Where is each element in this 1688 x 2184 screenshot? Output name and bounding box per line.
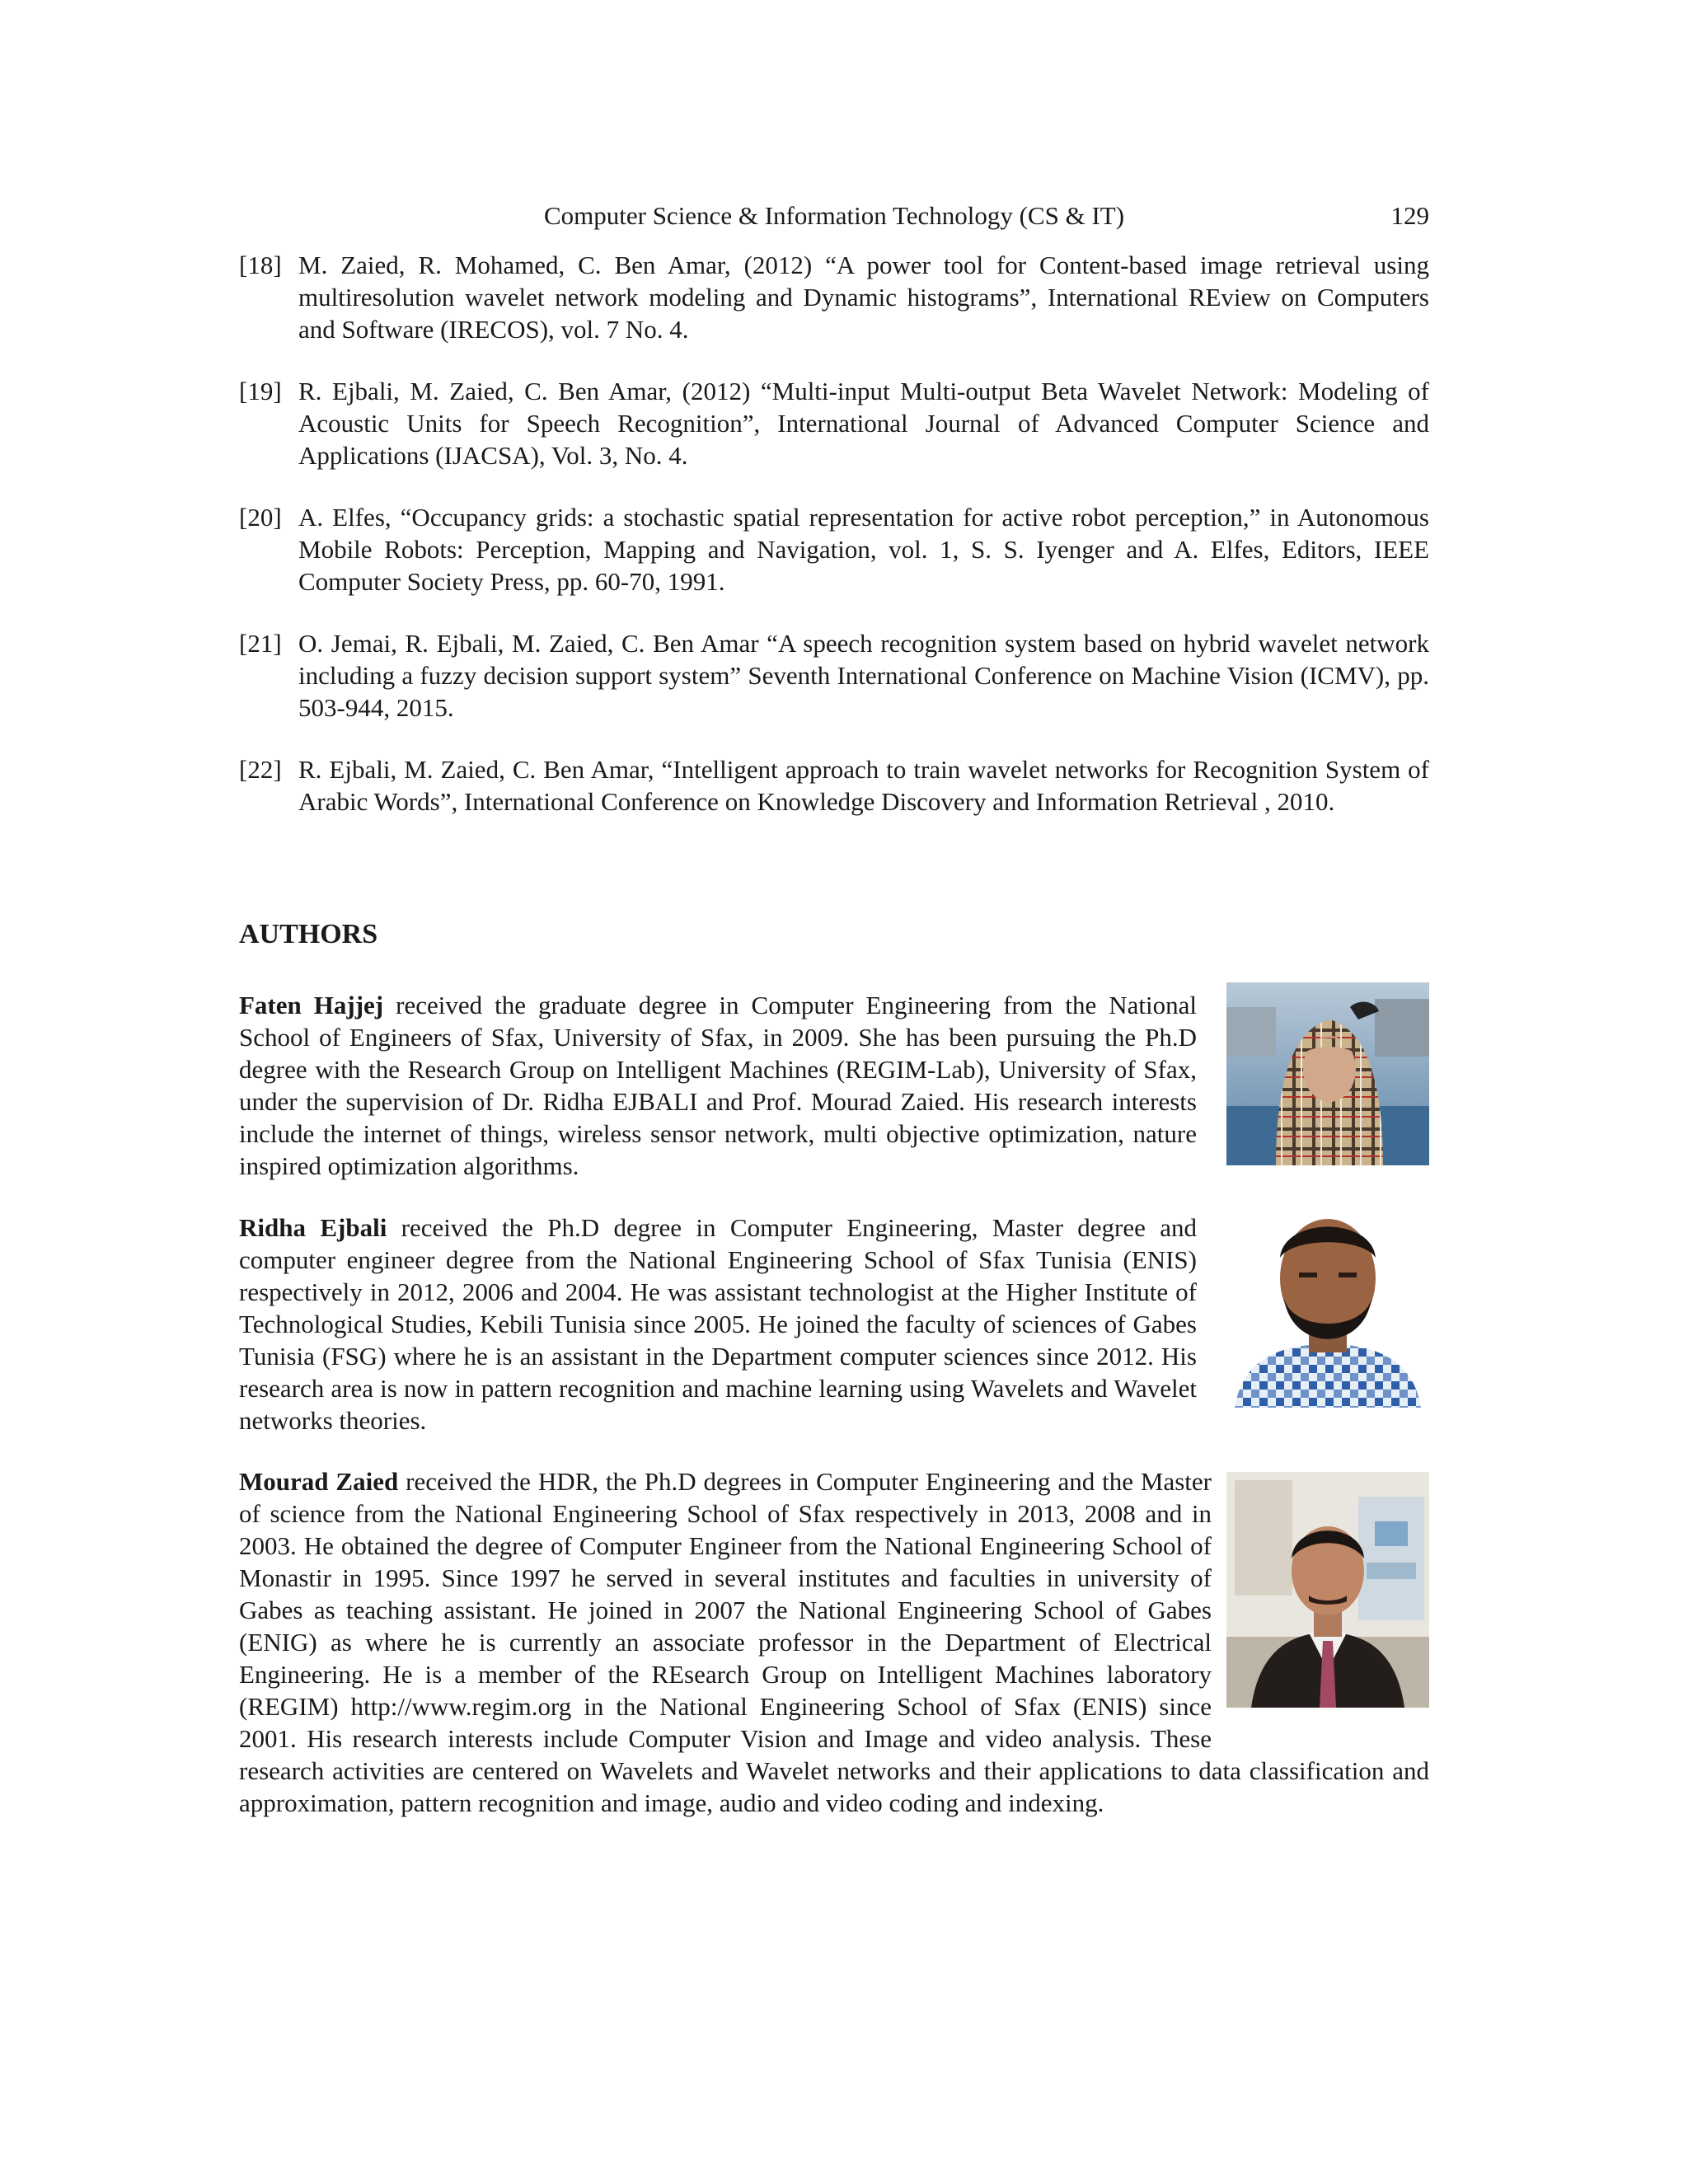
author-name: Ridha Ejbali [239, 1213, 387, 1242]
author-photo [1226, 1472, 1429, 1708]
reference-item [239, 249, 1429, 345]
reference-text: A. Elfes, “Occupancy grids: a stochastic spatial representation for active robot perception,” in Autonomous Mobile Robots: Perception, Mapping and Navigation, vol. 1, S. S. Iyenger and A. Elfes, Editors, IEEE Computer Society Press, pp. 60-70, 1991. [298, 503, 1429, 596]
reference-number: [19] [239, 377, 282, 405]
authors-heading: AUTHORS [239, 919, 378, 949]
reference-number: [21] [239, 629, 282, 658]
reference-text: R. Ejbali, M. Zaied, C. Ben Amar, (2012) “Multi-input Multi-output Beta Wavelet Network: Modeling of Acoustic Units for Speech Recognition”, International Journal of Advanced Computer Science and Applications (IJACSA), Vol. 3, No. 4. [298, 377, 1429, 470]
reference-item [239, 753, 1429, 818]
author-bio [239, 989, 1197, 1182]
author-bio-text: received the HDR, the Ph.D degrees in Computer Engineering and the Master of science from the National Engineering School of Sfax respectively in 2013, 2008 and in 2003. He obtained the degree of Computer Engineer from the National Engineering School of Monastir in 1995. Since 1997 he served in several institutes and faculties in university of Gabes as teaching assistant. He joined in 2007 the National Engineering School of Gabes (ENIG) as where he is currently an associate professor in the Department of Electrical Engineering. He is a member of the REsearch Group on Intelligent Machines laboratory (REGIM) http://www.regim.org in the National Engineering School of Sfax (ENIS) since 2001. His research interests include Computer Vision and Image and video analysis. These research activities are centered on Wavelets and Wavelet networks and their applications to data classification and approximation, pattern recognition and image, audio and video coding and indexing. [239, 1467, 1429, 1817]
reference-number: [18] [239, 251, 282, 279]
page-number: 129 [1390, 201, 1429, 230]
author-name: Faten Hajjej [239, 991, 384, 1019]
reference-number: [20] [239, 503, 282, 532]
reference-number: [22] [239, 755, 282, 784]
author-bio-text: received the graduate degree in Computer Engineering from the National School of Engineers of Sfax, University of Sfax, in 2009. She has been pursuing the Ph.D degree with the Research Group on Intelligent Machines (REGIM-Lab), University of Sfax, under the supervision of Dr. Ridha EJBALI and Prof. Mourad Zaied. His research interests include the internet of things, wireless sensor network, multi objective optimization, nature inspired optimization algorithms. [239, 991, 1197, 1180]
journal-title: Computer Science & Information Technology (CS & IT) [543, 201, 1125, 230]
reference-list [239, 249, 1429, 847]
author-photo [1226, 982, 1429, 1165]
page-header [239, 199, 1429, 236]
reference-text: O. Jemai, R. Ejbali, M. Zaied, C. Ben Amar “A speech recognition system based on hybrid wavelet network including a fuzzy decision support system” Seventh International Conference on Machine Vision (ICMV), pp. 503-944, 2015. [298, 629, 1429, 722]
author-name: Mourad Zaied [239, 1467, 399, 1496]
author-photo [1226, 1200, 1429, 1408]
author-bio [239, 1212, 1197, 1436]
reference-text: R. Ejbali, M. Zaied, C. Ben Amar, “Intelligent approach to train wavelet networks for Recognition System of Arabic Words”, International Conference on Knowledge Discovery and Information Retrieval , 2010. [298, 755, 1429, 816]
reference-item [239, 627, 1429, 724]
reference-text: M. Zaied, R. Mohamed, C. Ben Amar, (2012) “A power tool for Content-based image retrieval using multiresolution wavelet network modeling and Dynamic histograms”, International REview on Computers and Software (IRECOS), vol. 7 No. 4. [298, 251, 1429, 344]
reference-item [239, 375, 1429, 471]
author-bio-text: received the Ph.D degree in Computer Engineering, Master degree and computer engineer degree from the National Engineering School of Sfax Tunisia (ENIS) respectively in 2012, 2006 and 2004. He was assistant technologist at the Higher Institute of Technological Studies, Kebili Tunisia since 2005. He joined the faculty of sciences of Gabes Tunisia (FSG) where he is an assistant in the Department computer sciences since 2012. His research area is now in pattern recognition and machine learning using Wavelets and Wavelet networks theories. [239, 1213, 1197, 1435]
reference-item [239, 501, 1429, 598]
